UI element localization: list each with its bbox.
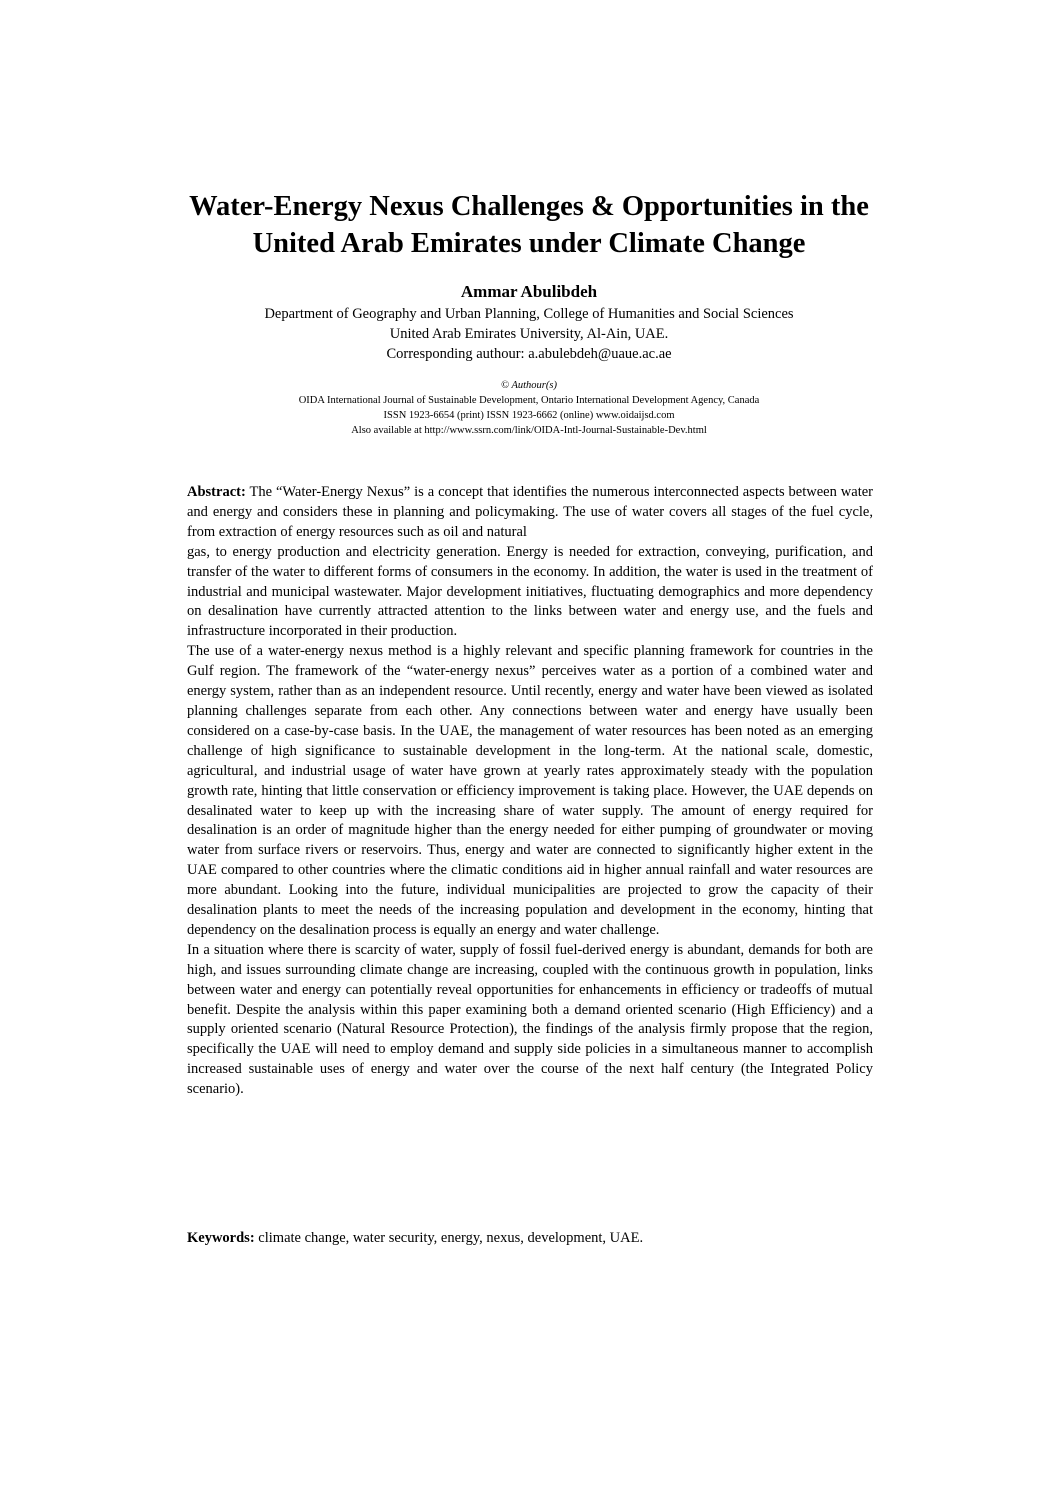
keywords-section — [187, 1228, 873, 1248]
abstract-text-1: The “Water-Energy Nexus” is a concept that identifies the numerous interconnected aspects between water and energy and considers these in planning and policymaking. The use of water covers all stages of the fuel cycle, from extraction of energy resources such as oil and natural — [187, 484, 873, 540]
issn-line: ISSN 1923-6654 (print) ISSN 1923-6662 (online) www.oidaijsd.com — [383, 410, 675, 421]
affiliation-university: United Arab Emirates University, Al-Ain, UAE. — [389, 326, 669, 342]
copyright-notice: © Authour(s) — [501, 380, 557, 391]
abstract-paragraph-3: The use of a water-energy nexus method is a highly relevant and specific planning framework for countries in the Gulf region. The framework of the “water-energy nexus” perceives water as a portion of a combined water and energy system, rather than as an independent resource. Until recently, energy and water have been viewed as isolated planning challenges separate from each other. Any connections between water and energy have usually been considered on a case-by-case basis. In the UAE, the management of water resources has been noted as an emerging challenge of high significance to sustainable development in the long-term. At the national scale, domestic, agricultural, and industrial usage of water have grown at yearly rates approximately steady with the population growth rate, hinting that little conservation or efficiency improvement is taking place. However, the UAE depends on desalinated water to keep up with the increasing share of water supply. The amount of energy required for desalination is an order of magnitude higher than the energy needed for either pumping of groundwater or moving water from surface rivers or reservoirs. Thus, energy and water are connected to significantly higher extent in the UAE compared to other countries where the climatic conditions aid in higher annual rainfall and water resources are more abundant. Looking into the future, individual municipalities are projected to grow the capacity of their desalination plants to meet the needs of the increasing population and development in the economy, hinting that dependency on the desalination process is equally an energy and water challenge. — [187, 643, 873, 938]
keywords-text: climate change, water security, energy, nexus, development, UAE. — [254, 1230, 644, 1246]
abstract-section — [187, 483, 873, 1100]
abstract-paragraph-4: In a situation where there is scarcity of water, supply of fossil fuel-derived energy is abundant, demands for both are high, and issues surrounding climate change are increasing, coupled with the continuous growth in population, links between water and energy can potentially reveal opportunities for enhancements in efficiency or tradeoffs of mutual benefit. Despite the analysis within this paper examining both a demand oriented scenario (High Efficiency) and a supply oriented scenario (Natural Resource Protection), the findings of the analysis firmly propose that the region, specifically the UAE will need to employ demand and supply side policies in a simultaneous manner to accomplish increased sustainable uses of energy and water over the course of the next half century (the Integrated Policy scenario). — [187, 941, 873, 1098]
title-line-2: United Arab Emirates under Climate Change — [252, 228, 806, 259]
title-line-1: Water-Energy Nexus Challenges & Opportunities in the — [189, 191, 869, 222]
author-affiliation — [100, 304, 958, 364]
journal-name: OIDA International Journal of Sustainable Development, Ontario International Development Agency, Canada — [298, 395, 760, 406]
abstract-paragraph-1 — [187, 483, 873, 543]
author-name: Ammar Abulibdeh — [460, 282, 598, 301]
abstract-paragraph-2: gas, to energy production and electricity generation. Energy is needed for extraction, conveying, purification, and transfer of the water to different forms of consumers in the economy. In addition, the water is used in the treatment of industrial and municipal wastewater. Major development initiatives, fluctuating demographics and more dependency on desalination have currently attracted attention to the links between water and energy use, and the fuels and infrastructure incorporated in their production. — [187, 543, 873, 640]
affiliation-department: Department of Geography and Urban Planning, College of Humanities and Social Sciences — [264, 306, 794, 322]
abstract-label: Abstract: — [187, 484, 246, 500]
copyright-block — [100, 378, 958, 438]
availability-line: Also available at http://www.ssrn.com/link/OIDA-Intl-Journal-Sustainable-Dev.html — [351, 425, 707, 436]
affiliation-email: Corresponding authour: a.abulebdeh@uaue.ac.ae — [386, 346, 672, 362]
paper-title — [100, 188, 958, 262]
keywords-label: Keywords: — [187, 1230, 255, 1246]
